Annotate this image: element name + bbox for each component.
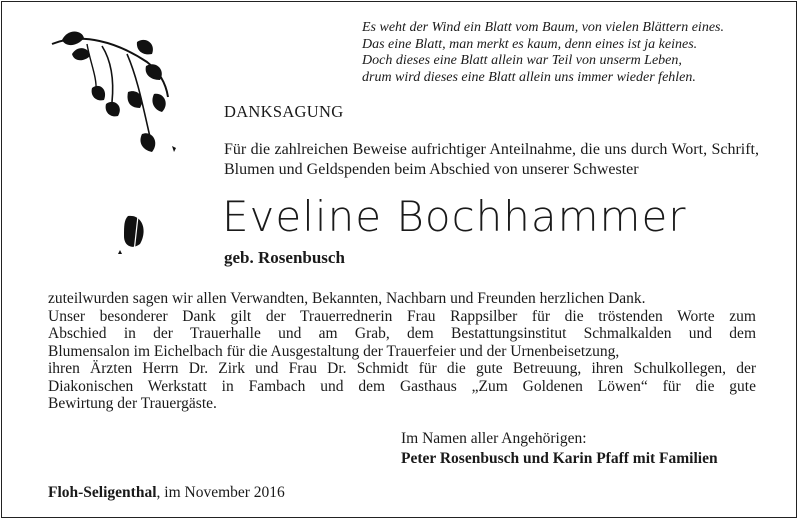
poem-line: Doch dieses eine Blatt allein war Teil von unserm Leben,: [362, 53, 682, 68]
thanks-line: Abschied in der Trauerhalle und am Grab, dem Bestattungsinstitut Schmalkalden und dem: [48, 325, 756, 342]
signatories: Peter Rosenbusch und Karin Pfaff mit Familien: [401, 450, 718, 467]
thanks-text: [48, 290, 756, 413]
poem-line: Es weht der Wind ein Blatt vom Baum, von vielen Blättern eines.: [362, 20, 724, 35]
deceased-name: Eveline Bochhammer: [222, 192, 687, 241]
page-title: DANKSAGUNG: [224, 102, 344, 121]
place-date: [48, 484, 285, 502]
poem-line: Das eine Blatt, man merkt es kaum, denn eines ist ja keines.: [362, 36, 698, 52]
thanks-line: Unser besonderer Dank gilt der Trauerrednerin Frau Rappsilber für die tröstenden Worte zum: [48, 307, 756, 325]
thanks-line: Diakonischen Werkstatt in Fambach und dem Gasthaus „Zum Goldenen Löwen“ für die gute: [48, 377, 756, 395]
town: Floh-Seligenthal: [48, 484, 157, 501]
leaf-branch-icon: [42, 22, 192, 172]
falling-leaf-icon: [114, 210, 154, 262]
closing: [401, 429, 718, 469]
thanks-line: Blumensalon im Eichelbach für die Ausgestaltung der Trauerfeier und der Urnenbeisetzung,: [48, 342, 620, 360]
birth-name: geb. Rosenbusch: [224, 248, 345, 267]
thanks-line: ihren Ärzten Herrn Dr. Zirk und Frau Dr. Schmidt für die gute Betreuung, ihren Schulkollegen, der: [48, 360, 756, 377]
date: , im November 2016: [156, 484, 285, 501]
thanks-line: zuteilwurden sagen wir allen Verwandten, Bekannten, Nachbarn und Freunden herzlichen Dank.: [48, 290, 646, 307]
poem: [362, 20, 782, 86]
intro-text: Für die zahlreichen Beweise aufrichtiger Anteilnahme, die uns durch Wort, Schrift, Blumen und Geldspenden beim Abschied von unserer Schwester: [224, 141, 759, 178]
obituary-card: [1, 1, 797, 518]
closing-line: Im Namen aller Angehörigen:: [401, 430, 587, 447]
poem-line: drum wird dieses eine Blatt allein uns immer wieder fehlen.: [362, 69, 696, 85]
thanks-line: Bewirtung der Trauergäste.: [48, 395, 217, 412]
